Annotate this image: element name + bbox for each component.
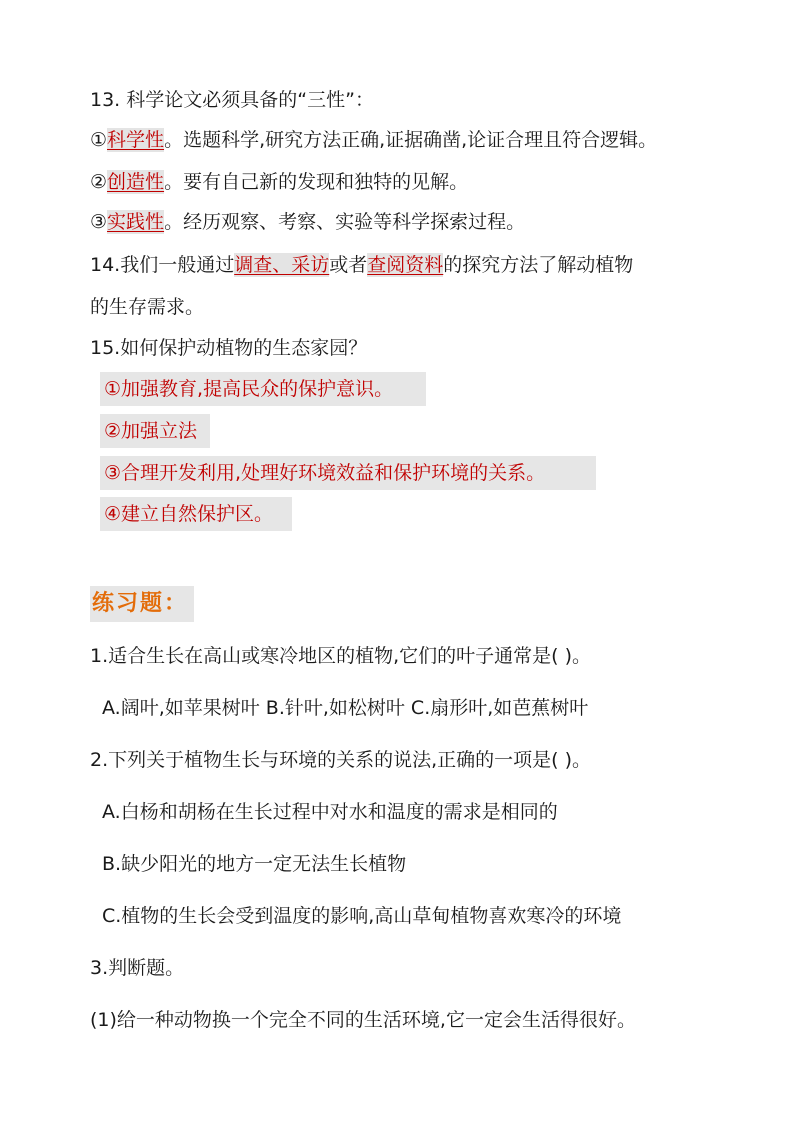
q15-title: 15.如何保护动植物的生态家园？ [90, 337, 368, 359]
q3-stem: 3.判断题。 [90, 957, 185, 979]
q14-mid: 或者 [329, 254, 368, 276]
keyword-scientific: 科学性 [107, 129, 165, 151]
item-text: 。要有自己新的发现和独特的见解。 [164, 171, 469, 193]
q2-option-c: C.植物的生长会受到温度的影响,高山草甸植物喜欢寒冷的环境 [102, 905, 622, 927]
item-text: 。选题科学,研究方法正确,证据确凿,论证合理且符合逻辑。 [164, 129, 658, 151]
keyword-creative: 创造性 [107, 171, 165, 193]
item-number: ③ [90, 211, 108, 233]
q1-options: A.阔叶,如苹果树叶 B.针叶,如松树叶 C.扇形叶,如芭蕉树叶 [102, 697, 589, 719]
q14-suffix: 的探究方法了解动植物 [443, 254, 634, 276]
q2-option-a: A.白杨和胡杨在生长过程中对水和温度的需求是相同的 [102, 801, 558, 823]
q2-stem: 2.下列关于植物生长与环境的关系的说法,正确的一项是( )。 [90, 749, 592, 771]
q13-item-1 [90, 126, 657, 154]
q14-line-2: 的生存需求。 [90, 296, 205, 318]
q1-stem: 1.适合生长在高山或寒冷地区的植物,它们的叶子通常是( )。 [90, 645, 592, 667]
q13-title: 13. 科学论文必须具备的“三性”： [90, 89, 374, 111]
q15-answer-1: ①加强教育,提高民众的保护意识。 [100, 372, 426, 406]
q13-item-3 [90, 208, 525, 236]
keyword-practical: 实践性 [107, 211, 165, 233]
keyword-survey: 调查、采访 [234, 254, 330, 276]
practice-heading: 练习题： [90, 586, 194, 622]
q13-item-2 [90, 168, 468, 196]
q14-line-1 [90, 251, 633, 279]
q15-answer-4: ④建立自然保护区。 [100, 497, 292, 531]
q2-option-b: B.缺少阳光的地方一定无法生长植物 [102, 853, 407, 875]
keyword-research: 查阅资料 [367, 254, 444, 276]
q3-sub-1: (1)给一种动物换一个完全不同的生活环境,它一定会生活得很好。 [90, 1009, 636, 1031]
item-number: ① [90, 129, 108, 151]
item-text: 。经历观察、考察、实验等科学探索过程。 [164, 211, 526, 233]
item-number: ② [90, 171, 108, 193]
q15-answer-2: ②加强立法 [100, 414, 210, 448]
q14-prefix: 14.我们一般通过 [90, 254, 235, 276]
q15-answer-3: ③合理开发利用,处理好环境效益和保护环境的关系。 [100, 456, 596, 490]
